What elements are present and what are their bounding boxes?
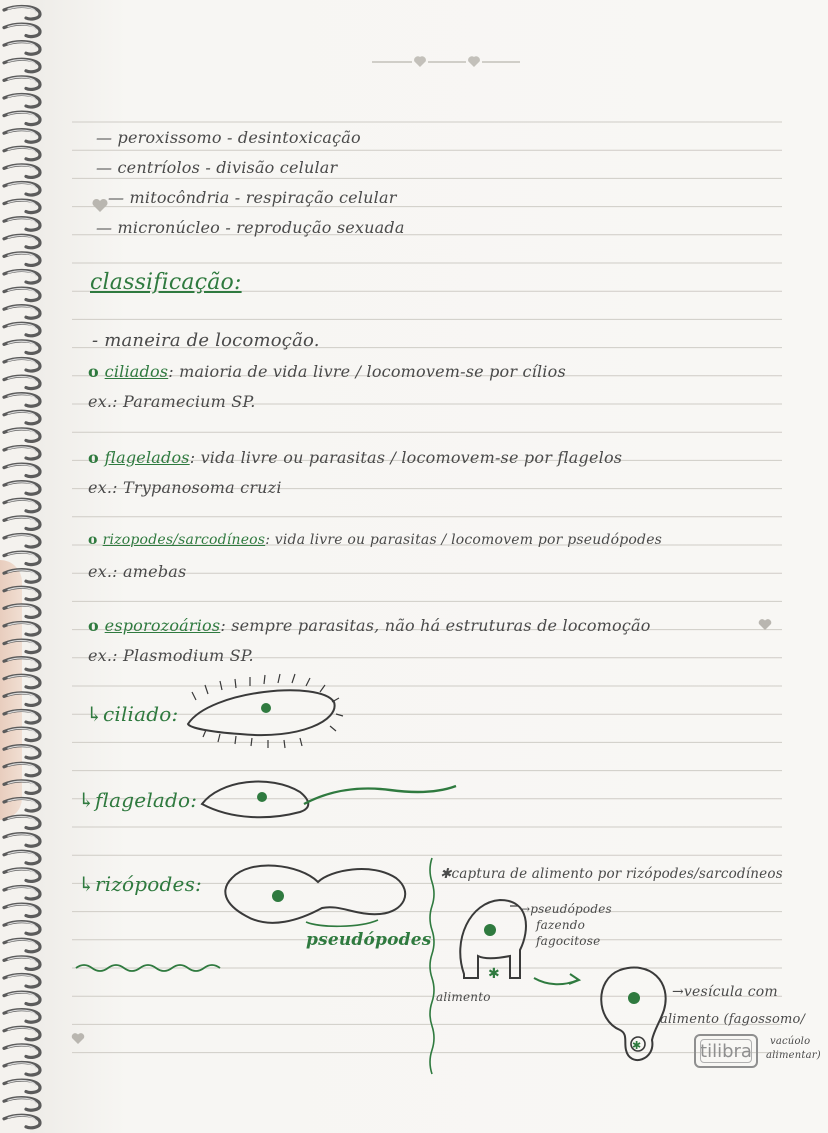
group-ciliados: o ciliados: maioria de vida livre / locomovem-se por cílios <box>88 362 566 381</box>
organelle-line: — peroxissomo - desintoxicação <box>96 128 361 147</box>
ciliado-label: ↳ciliado: <box>86 702 179 726</box>
rizopodes-drawing <box>225 866 405 927</box>
pseudopodes-note-3: fagocitose <box>536 934 601 948</box>
vesicle-cell-drawing <box>601 968 665 1060</box>
example-esporozoarios: ex.: Plasmodium SP. <box>88 646 254 665</box>
group-rizopodes: o rizopodes/sarcodíneos: vida livre ou parasitas / locomovem por pseudópodes <box>88 532 663 548</box>
rizopodes-label: ↳rizópodes: <box>78 872 202 896</box>
group-flagelados: o flagelados: vida livre ou parasitas / locomovem-se por flagelos <box>88 448 623 467</box>
criterion: - maneira de locomoção. <box>92 330 320 351</box>
example-ciliados: ex.: Paramecium SP. <box>88 392 256 411</box>
pseudopodes-label: pseudópodes <box>306 930 432 950</box>
svg-text:✱: ✱ <box>488 966 500 982</box>
group-esporozoarios: o esporozoários: sempre parasitas, não há estruturas de locomoção <box>88 616 651 635</box>
svg-text:✱: ✱ <box>632 1039 642 1052</box>
vesicula-note-3: vacúolo <box>770 1036 811 1047</box>
organelle-line: — mitocôndria - respiração celular <box>108 188 397 207</box>
wavy-divider <box>76 965 220 971</box>
capture-amoeba-drawing <box>460 900 526 982</box>
vesicula-note-4: alimentar) <box>766 1050 821 1061</box>
tilibra-logo: tilibra <box>694 1034 758 1068</box>
flagelado-label: ↳flagelado: <box>78 788 198 812</box>
classification-title: classificação: <box>90 270 242 295</box>
flagelado-drawing <box>202 782 456 818</box>
vesicula-note-2: alimento (fagossomo/ <box>660 1012 806 1027</box>
example-flagelados: ex.: Trypanosoma cruzi <box>88 478 282 497</box>
arrow-icon <box>534 974 579 984</box>
organelle-line: — micronúcleo - reprodução sexuada <box>96 218 405 237</box>
example-rizopodes: ex.: amebas <box>88 562 187 581</box>
organelle-line: — centríolos - divisão celular <box>96 158 338 177</box>
vesicula-note-1: →vesícula com <box>672 984 778 1000</box>
alimento-label: alimento <box>436 990 491 1004</box>
capture-title: ✱captura de alimento por rizópodes/sarcodíneos <box>440 866 783 882</box>
pseudopodes-note-1: →pseudópodes <box>520 902 612 916</box>
vertical-divider <box>430 858 434 1074</box>
ciliado-drawing <box>188 674 343 748</box>
pseudopodes-note-2: fazendo <box>536 918 586 932</box>
